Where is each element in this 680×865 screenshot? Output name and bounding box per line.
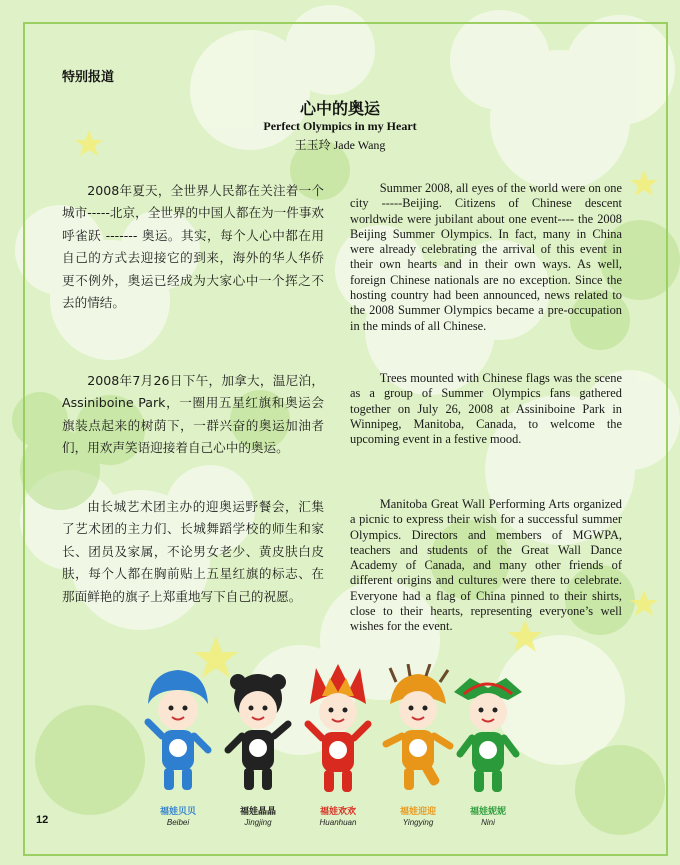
mascot-name-chinese: 福娃欢欢 [319,806,356,816]
article-title-english: Perfect Olympics in my Heart [263,119,417,133]
mascot-label-beibei [140,806,216,828]
mascot-yingying-figure [380,664,456,814]
english-paragraph: Manitoba Great Wall Performing Arts organized a picnic to express their wish for a successful summer Olympics. Directors and members of MGWPA, teachers and students of the Great Wall Dance Academy of Canada, and many other friends of different origins and cultures were there to celebrate. Everyone had a flag of China pinned to their shirts, close to their hearts, representing everyone’s well wishes for the event. [350,497,622,634]
mascot-name-chinese: 福娃妮妮 [469,806,506,816]
mascot-label-jingjing [220,806,296,828]
mascot-jingjing-figure [220,664,296,814]
article-author: 王玉玲 Jade Wang [294,138,386,152]
mascot-name-pinyin: Yingying [402,818,434,827]
mascot-beibei-figure [140,664,216,814]
chinese-paragraph: 2008年夏天，全世界人民都在关注着一个城市-----北京，全世界的中国人都在为一件事欢呼雀跃 ------- 奥运。其实，每个人心中都在用自己的方式去迎接它的到来，海外的华人华侨更不例外，奥运已经成为大家心中一个挥之不去的情结。 [62,183,325,311]
mascot-name-chinese: 福娃晶晶 [239,806,276,816]
chinese-paragraph: 2008年7月26日下午，加拿大，温尼泊，Assiniboine Park，一圈用五星红旗和奥运会旗装点起来的树荫下，一群兴奋的奥运加油者们，用欢声笑语迎接着自己心中的奥运。 [62,373,324,456]
english-paragraph: Trees mounted with Chinese flags was the scene as a group of Summer Olympics fans gathered together on July 26, 2008 at Assiniboine Park in Winnipeg, Manitoba, Canada, to welcome the upcoming event in a festive mood. [350,371,622,447]
mascot-name-pinyin: Huanhuan [319,818,357,827]
mascot-label-yingying [380,806,456,828]
mascot-huanhuan-figure [300,664,376,814]
mascot-name-chinese: 福娃贝贝 [159,806,196,816]
english-paragraph: Summer 2008, all eyes of the world were on one city -----Beijing. Citizens of Chinese descent worldwide were jubilant about one event---- the 2008 Beijing Summer Olympics. In fact, many in China were already celebrating the arrival of this event in their own hearts and in their own ways. As well, foreign Chinese nationals are no exception. Since the hosting country had been announced, news related to the 2008 Summer Olympics became a pre-occupation in the minds of all Chinese. [350,181,622,333]
article-title-chinese: 心中的奥运 [299,99,380,118]
section-label: 特别报道 [62,70,115,85]
mascot-nini-figure [450,664,526,814]
mascot-label-nini [450,806,526,828]
mascot-name-pinyin: Beibei [166,818,190,827]
page-number: 12 [36,814,49,826]
mascot-name-chinese: 福娃迎迎 [399,806,436,816]
mascot-label-huanhuan [300,806,376,828]
mascot-name-pinyin: Jingjing [244,818,272,827]
mascot-name-pinyin: Nini [481,818,495,827]
chinese-paragraph: 由长城艺术团主办的迎奥运野餐会，汇集了艺术团的主力们、长城舞蹈学校的师生和家长、团员及家属，不论男女老少、黄皮肤白皮肤，每个人都在胸前贴上五星红旗的标志、在那面鲜艳的旗子上郑重地写下自己的祝愿。 [62,499,324,604]
